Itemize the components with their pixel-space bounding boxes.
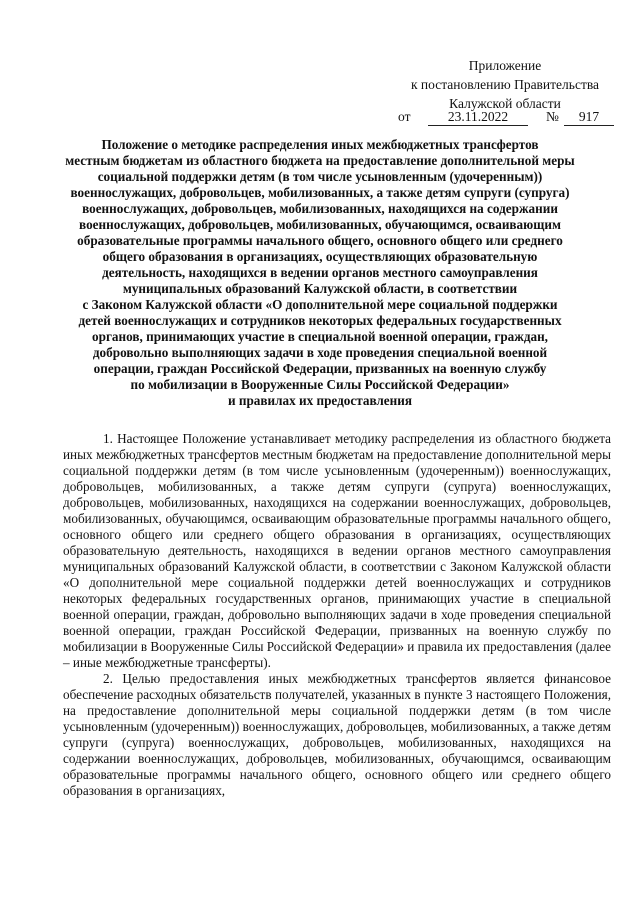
title-line: социальной поддержки детям (в том числе усыновленным (удочеренным)) [97,169,543,184]
title-line: деятельность, находящихся в ведении органов местного самоуправления [102,265,538,280]
title-line: Положение о методике распределения иных межбюджетных трансфертов [101,137,539,152]
title-line: по мобилизации в Вооруженные Силы Российской Федерации» [130,377,510,392]
document-title [55,137,585,409]
appendix-line: к постановлению Правительства [410,77,600,92]
appendix-line: Калужской области [449,96,561,111]
title-line: образовательные программы начального общего, основного общего или среднего [77,233,563,248]
title-line: военнослужащих, добровольцев, мобилизованных, обучающимся, осваивающим [79,217,561,232]
paragraph-1: 1. Настоящее Положение устанавливает методику распределения из областного бюджета иных межбюджетных трансфертов местным бюджетам на предоставление дополнительной меры социальной поддержки детям (в том числе усыновленным (удочеренным)) военнослужащих, добровольцев, мобилизованных, а также детям супруги (супруга) военнослужащих, добровольцев, мобилизованных, находящихся на содержании военнослужащих, добровольцев, мобилизованных, обучающимся, осваивающим образовательные программы начального общего, основного общего или среднего общего образования в организациях, осуществляющих образовательную деятельность, находящихся в ведении органов местного самоуправления муниципальных образований Калужской области, в соответствии с Законом Калужской области «О дополнительной мере социальной поддержки детей военнослужащих и сотрудников некоторых федеральных государственных органов, принимающих участие в специальной военной операции, граждан, добровольно выполняющих задачи в ходе проведения специальной военной операции, граждан Российской Федерации, призванных на военную службу по мобилизации в Вооруженные Силы Российской Федерации» и правила их предоставления (далее – иные межбюджетные трансферты). [63,431,611,670]
title-line: военнослужащих, добровольцев, мобилизованных, а также детям супруги (супруга) [70,185,570,200]
title-line: операции, граждан Российской Федерации, призванных на военную службу [93,361,547,376]
number-label: № [546,109,559,124]
decree-date-number [398,109,618,129]
document-body [63,431,611,799]
title-line: местным бюджетам из областного бюджета на предоставление дополнительной меры [65,153,575,168]
title-line: добровольно выполняющих задачи в ходе проведения специальной военной [92,345,548,360]
appendix-line: Приложение [468,58,542,73]
paragraph-2: 2. Целью предоставления иных межбюджетных трансфертов является финансовое обеспечение расходных обязательств получателей, указанных в пункте 3 настоящего Положения, на предоставление дополнительной меры социальной поддержки детям (в том числе усыновленным (удочеренным)) военнослужащих, добровольцев, мобилизованных, а также детям супруги (супруга) военнослужащих, добровольцев, мобилизованных, находящихся на содержании военнослужащих, добровольцев, мобилизованных, обучающимся, осваивающим образовательные программы начального общего, основного общего или среднего общего образования в организациях, [63,671,611,798]
title-line: и правилах их предоставления [227,393,412,408]
appendix-block [405,56,605,113]
decree-number: 917 [564,109,614,126]
title-line: муниципальных образований Калужской области, в соответствии [122,281,518,296]
date-label: от [398,109,411,124]
title-line: общего образования в организациях, осуществляющих образовательную [102,249,538,264]
decree-date: 23.11.2022 [428,109,528,126]
title-line: военнослужащих, добровольцев, мобилизованных, находящихся на содержании [82,201,558,216]
title-line: детей военнослужащих и сотрудников некоторых федеральных государственных [78,313,562,328]
title-line: с Законом Калужской области «О дополнительной мере социальной поддержки [82,297,558,312]
title-line: органов, принимающих участие в специальной военной операции, граждан, [92,329,548,344]
